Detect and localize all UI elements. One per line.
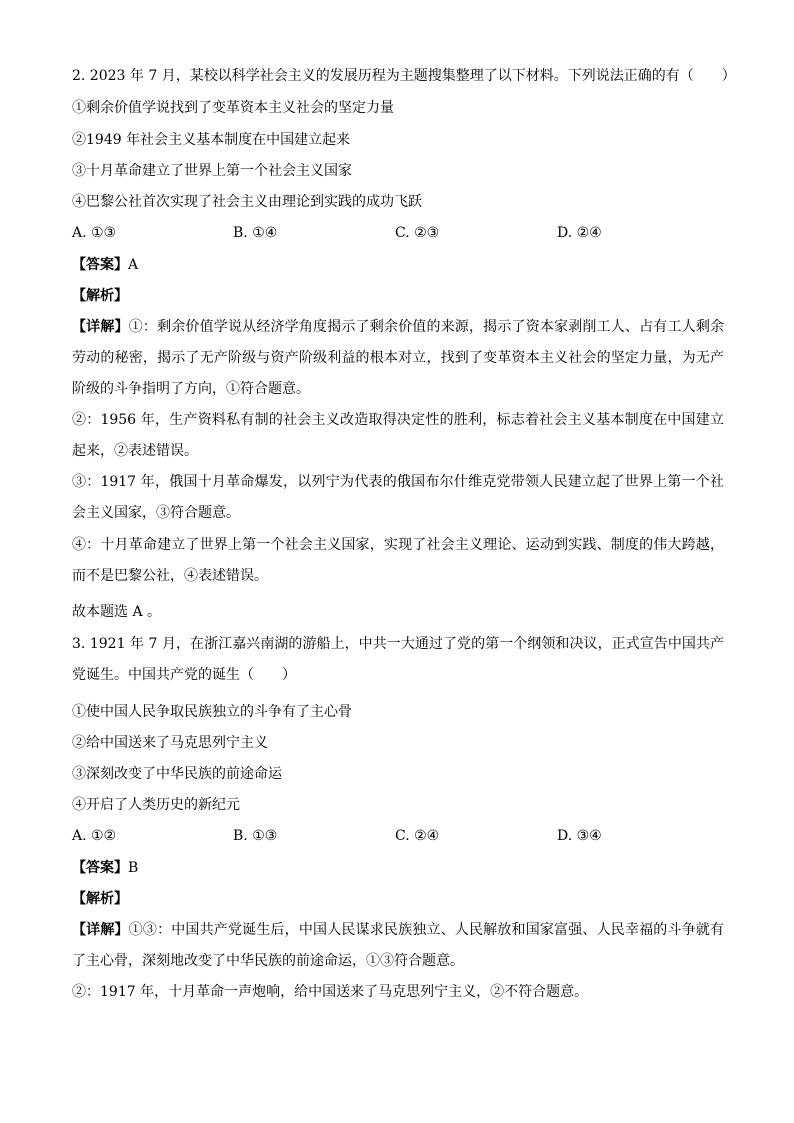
q3-item-2: ②给中国送来了马克思列宁主义 [72,735,268,751]
q3-option-a: A. ①② [72,828,117,844]
q2-explanation-3: ③：1917 年，俄国十月革命爆发，以列宁为代表的俄国布尔什维克党带领人民建立起了世界上第一个社会主义国家，③符合题意。 [72,474,724,521]
q2-option-b: B. ①④ [233,225,278,241]
q3-option-d: D. ③④ [557,828,602,844]
q2-item-2: ②1949 年社会主义基本制度在中国建立起来 [72,132,351,148]
detail-label: 【详解】 [72,922,129,938]
q2-option-a: A. ①③ [72,225,117,241]
q3-explanation-1: 【详解】①③：中国共产党诞生后，中国人民谋求民族独立、人民解放和国家富强、人民幸福的斗争就有了主心骨，深刻地改变了中华民族的前途命运，①③符合题意。 [72,922,725,969]
q2-explanation-4: ④：十月革命建立了世界上第一个社会主义国家，实现了社会主义理论、运动到实践、制度的伟大跨越，而不是巴黎公社，④表述错误。 [72,537,724,584]
answer-label: 【答案】 [72,860,128,876]
q2-explanation-1: 【详解】①：剩余价值学说从经济学角度揭示了剩余价值的来源，揭示了资本家剥削工人、占有工人剩余劳动的秘密，揭示了无产阶级与资产阶级利益的根本对立，找到了变革资本主义社会的坚定力量，为无产阶级的斗争指明了方向，①符合题意。 [72,319,725,397]
q3-item-1: ①使中国人民争取民族独立的斗争有了主心骨 [72,704,352,720]
q2-conclusion: 故本题选 A 。 [72,604,162,620]
answer-label: 【答案】 [72,257,128,273]
q3-explanation-2: ②：1917 年，十月革命一声炮响，给中国送来了马克思列宁主义，②不符合题意。 [72,984,589,1000]
q2-answer [72,255,138,275]
q2-item-3: ③十月革命建立了世界上第一个社会主义国家 [72,163,352,179]
q2-option-c: C. ②③ [395,225,440,241]
q3-item-4: ④开启了人类历史的新纪元 [72,797,240,813]
q3-option-c: C. ②④ [395,828,440,844]
answer-value: B [128,860,139,876]
q2-item-4: ④巴黎公社首次实现了社会主义由理论到实践的成功飞跃 [72,194,422,210]
q2-item-1: ①剩余价值学说找到了变革资本主义社会的坚定力量 [72,100,394,116]
q3-item-3: ③深刻改变了中华民族的前途命运 [72,766,282,782]
q3-stem: 3. 1921 年 7 月，在浙江嘉兴南湖的游船上，中共一大通过了党的第一个纲领和决议，正式宣告中国共产党诞生。中国共产党的诞生（ ） [72,636,724,683]
q2-option-d: D. ②④ [557,225,602,241]
detail-label: 【详解】 [72,319,129,335]
answer-value: A [128,257,139,273]
q3-option-b: B. ①③ [233,828,278,844]
q2-analysis-label: 【解析】 [72,288,128,304]
q2-stem: 2. 2023 年 7 月，某校以科学社会主义的发展历程为主题搜集整理了以下材料。下列说法正确的有（ ） [72,68,736,84]
q2-explanation-2: ②：1956 年，生产资料私有制的社会主义改造取得决定性的胜利，标志着社会主义基本制度在中国建立起来，②表述错误。 [72,412,724,459]
q3-analysis-label: 【解析】 [72,891,128,907]
q3-answer [72,858,138,878]
